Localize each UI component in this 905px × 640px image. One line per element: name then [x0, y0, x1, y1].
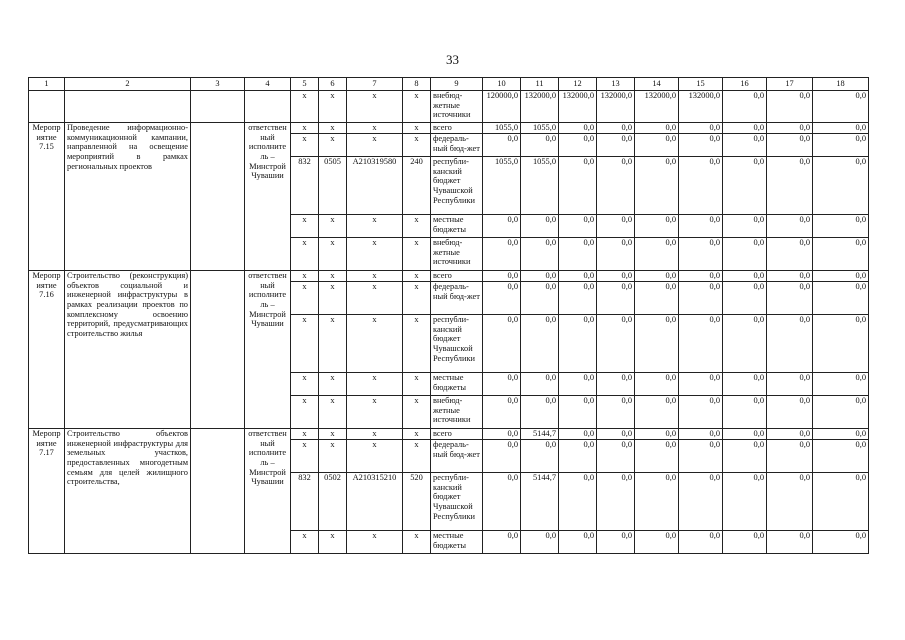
grbs-code: x [291, 373, 319, 396]
header-cell: 18 [813, 78, 869, 91]
amount-cell: 0,0 [813, 238, 869, 271]
header-cell: 6 [319, 78, 347, 91]
amount-cell: 0,0 [635, 157, 679, 215]
target-item-code: x [347, 91, 403, 123]
amount-cell: 0,0 [767, 215, 813, 238]
header-cell: 13 [597, 78, 635, 91]
section-code: x [319, 315, 347, 373]
amount-cell: 0,0 [635, 440, 679, 473]
amount-cell: 0,0 [767, 440, 813, 473]
funding-source: внебюд-жетные источники [431, 91, 483, 123]
grbs-code: x [291, 315, 319, 373]
amount-cell: 0,0 [723, 91, 767, 123]
target-item-code: x [347, 315, 403, 373]
amount-cell: 0,0 [723, 396, 767, 429]
amount-cell: 0,0 [597, 373, 635, 396]
amount-cell: 0,0 [521, 271, 559, 282]
amount-cell: 1055,0 [483, 157, 521, 215]
target-item-code: x [347, 440, 403, 473]
table-row [29, 429, 869, 440]
target-item-code: x [347, 396, 403, 429]
amount-cell: 0,0 [635, 396, 679, 429]
expense-type-code: x [403, 315, 431, 373]
grbs-code: x [291, 429, 319, 440]
amount-cell: 0,0 [559, 238, 597, 271]
measure-executor [245, 91, 291, 123]
measure-description: Строительство объектов инженерной инфраструктуры для земельных участков, предоставленных многодетным семьям для целей жилищного строительства, [65, 429, 191, 554]
header-cell: 12 [559, 78, 597, 91]
amount-cell: 0,0 [635, 531, 679, 554]
funding-source: местные бюджеты [431, 531, 483, 554]
target-item-code: x [347, 134, 403, 157]
funding-source: федераль-ный бюд-жет [431, 134, 483, 157]
budget-table [28, 77, 869, 554]
expense-type-code: x [403, 215, 431, 238]
amount-cell: 0,0 [723, 215, 767, 238]
amount-cell: 0,0 [521, 315, 559, 373]
measure-executor: ответственный исполнитель – Минстрой Чувашии [245, 271, 291, 429]
amount-cell: 0,0 [767, 429, 813, 440]
amount-cell: 0,0 [635, 315, 679, 373]
header-row [29, 78, 869, 91]
amount-cell: 0,0 [559, 157, 597, 215]
grbs-code: x [291, 238, 319, 271]
target-item-code: x [347, 123, 403, 134]
target-item-code: x [347, 531, 403, 554]
grbs-code: x [291, 134, 319, 157]
amount-cell: 0,0 [559, 282, 597, 315]
table-row [29, 271, 869, 282]
expense-type-code: x [403, 91, 431, 123]
amount-cell: 0,0 [767, 473, 813, 531]
amount-cell: 0,0 [813, 440, 869, 473]
funding-source: внебюд-жетные источники [431, 238, 483, 271]
grbs-code: x [291, 91, 319, 123]
amount-cell: 0,0 [597, 157, 635, 215]
amount-cell: 0,0 [559, 123, 597, 134]
amount-cell: 0,0 [597, 123, 635, 134]
amount-cell: 0,0 [813, 429, 869, 440]
expense-type-code: x [403, 271, 431, 282]
grbs-code: x [291, 271, 319, 282]
amount-cell: 0,0 [597, 440, 635, 473]
amount-cell: 0,0 [559, 396, 597, 429]
funding-source: всего [431, 429, 483, 440]
amount-cell: 0,0 [813, 91, 869, 123]
measure-name [29, 91, 65, 123]
grbs-code: x [291, 215, 319, 238]
amount-cell: 0,0 [767, 315, 813, 373]
expense-type-code: x [403, 282, 431, 315]
expense-type-code: x [403, 396, 431, 429]
amount-cell: 0,0 [679, 215, 723, 238]
amount-cell: 0,0 [559, 134, 597, 157]
funding-source: республи-канский бюджет Чувашской Республики [431, 473, 483, 531]
amount-cell: 0,0 [723, 238, 767, 271]
amount-cell: 0,0 [635, 282, 679, 315]
amount-cell: 0,0 [813, 396, 869, 429]
amount-cell: 0,0 [767, 91, 813, 123]
header-cell: 2 [65, 78, 191, 91]
grbs-code: x [291, 282, 319, 315]
amount-cell: 0,0 [723, 271, 767, 282]
header-cell: 17 [767, 78, 813, 91]
target-item-code: x [347, 373, 403, 396]
amount-cell: 0,0 [723, 429, 767, 440]
amount-cell: 0,0 [679, 531, 723, 554]
amount-cell: 0,0 [723, 531, 767, 554]
measure-executor: ответственный исполнитель – Минстрой Чувашии [245, 123, 291, 271]
amount-cell: 0,0 [597, 396, 635, 429]
header-cell: 10 [483, 78, 521, 91]
amount-cell: 0,0 [559, 473, 597, 531]
amount-cell: 0,0 [483, 134, 521, 157]
amount-cell: 0,0 [679, 157, 723, 215]
amount-cell: 0,0 [597, 282, 635, 315]
amount-cell: 132000,0 [635, 91, 679, 123]
amount-cell: 0,0 [813, 473, 869, 531]
amount-cell: 0,0 [483, 215, 521, 238]
target-item-code: A210315210 [347, 473, 403, 531]
section-code: x [319, 91, 347, 123]
amount-cell: 0,0 [679, 238, 723, 271]
header-cell: 15 [679, 78, 723, 91]
section-code: x [319, 440, 347, 473]
measure-col3 [191, 271, 245, 429]
header-cell: 5 [291, 78, 319, 91]
header-cell: 7 [347, 78, 403, 91]
amount-cell: 120000,0 [483, 91, 521, 123]
expense-type-code: 520 [403, 473, 431, 531]
amount-cell: 0,0 [483, 429, 521, 440]
amount-cell: 0,0 [635, 123, 679, 134]
section-code: x [319, 396, 347, 429]
amount-cell: 0,0 [813, 157, 869, 215]
section-code: x [319, 373, 347, 396]
amount-cell: 0,0 [559, 215, 597, 238]
header-cell: 3 [191, 78, 245, 91]
amount-cell: 0,0 [723, 157, 767, 215]
amount-cell: 0,0 [679, 440, 723, 473]
target-item-code: x [347, 271, 403, 282]
amount-cell: 0,0 [559, 440, 597, 473]
measure-col3 [191, 91, 245, 123]
funding-source: республи-канский бюджет Чувашской Республики [431, 157, 483, 215]
amount-cell: 5144,7 [521, 429, 559, 440]
amount-cell: 0,0 [559, 429, 597, 440]
amount-cell: 0,0 [679, 473, 723, 531]
amount-cell: 0,0 [483, 315, 521, 373]
amount-cell: 0,0 [767, 373, 813, 396]
amount-cell: 0,0 [767, 134, 813, 157]
amount-cell: 0,0 [521, 440, 559, 473]
amount-cell: 0,0 [723, 373, 767, 396]
amount-cell: 0,0 [483, 238, 521, 271]
amount-cell: 0,0 [483, 531, 521, 554]
amount-cell: 0,0 [679, 396, 723, 429]
amount-cell: 0,0 [723, 134, 767, 157]
amount-cell: 0,0 [679, 123, 723, 134]
expense-type-code: x [403, 531, 431, 554]
measure-name: Мероприятие 7.17 [29, 429, 65, 554]
header-cell: 9 [431, 78, 483, 91]
section-code: x [319, 429, 347, 440]
amount-cell: 0,0 [767, 282, 813, 315]
amount-cell: 0,0 [559, 373, 597, 396]
amount-cell: 0,0 [635, 215, 679, 238]
amount-cell: 0,0 [635, 473, 679, 531]
amount-cell: 0,0 [521, 396, 559, 429]
amount-cell: 0,0 [483, 271, 521, 282]
amount-cell: 0,0 [521, 238, 559, 271]
amount-cell: 0,0 [679, 271, 723, 282]
amount-cell: 0,0 [483, 440, 521, 473]
amount-cell: 132000,0 [597, 91, 635, 123]
measure-name: Мероприятие 7.16 [29, 271, 65, 429]
amount-cell: 0,0 [813, 271, 869, 282]
funding-source: всего [431, 271, 483, 282]
amount-cell: 0,0 [767, 123, 813, 134]
amount-cell: 0,0 [767, 396, 813, 429]
amount-cell: 5144,7 [521, 473, 559, 531]
expense-type-code: x [403, 440, 431, 473]
target-item-code: x [347, 238, 403, 271]
amount-cell: 0,0 [767, 238, 813, 271]
target-item-code: x [347, 282, 403, 315]
header-cell: 11 [521, 78, 559, 91]
expense-type-code: x [403, 134, 431, 157]
amount-cell: 0,0 [521, 215, 559, 238]
amount-cell: 0,0 [813, 531, 869, 554]
section-code: x [319, 215, 347, 238]
amount-cell: 0,0 [679, 315, 723, 373]
grbs-code: x [291, 123, 319, 134]
amount-cell: 1055,0 [521, 157, 559, 215]
section-code: x [319, 238, 347, 271]
amount-cell: 0,0 [521, 531, 559, 554]
amount-cell: 0,0 [597, 215, 635, 238]
funding-source: местные бюджеты [431, 373, 483, 396]
amount-cell: 0,0 [723, 315, 767, 373]
table-row [29, 91, 869, 123]
amount-cell: 0,0 [723, 440, 767, 473]
header-cell: 14 [635, 78, 679, 91]
amount-cell: 0,0 [597, 271, 635, 282]
grbs-code: x [291, 531, 319, 554]
funding-source: всего [431, 123, 483, 134]
amount-cell: 0,0 [679, 134, 723, 157]
amount-cell: 1055,0 [521, 123, 559, 134]
amount-cell: 0,0 [813, 315, 869, 373]
amount-cell: 0,0 [635, 429, 679, 440]
target-item-code: x [347, 429, 403, 440]
amount-cell: 0,0 [483, 473, 521, 531]
amount-cell: 0,0 [767, 531, 813, 554]
section-code: x [319, 271, 347, 282]
amount-cell: 0,0 [679, 429, 723, 440]
amount-cell: 0,0 [813, 282, 869, 315]
funding-source: федераль-ный бюд-жет [431, 282, 483, 315]
header-cell: 16 [723, 78, 767, 91]
amount-cell: 0,0 [635, 373, 679, 396]
funding-source: федераль-ный бюд-жет [431, 440, 483, 473]
amount-cell: 0,0 [723, 473, 767, 531]
amount-cell: 1055,0 [483, 123, 521, 134]
expense-type-code: x [403, 238, 431, 271]
amount-cell: 0,0 [723, 282, 767, 315]
amount-cell: 0,0 [483, 396, 521, 429]
expense-type-code: x [403, 123, 431, 134]
amount-cell: 0,0 [559, 315, 597, 373]
amount-cell: 0,0 [597, 238, 635, 271]
amount-cell: 0,0 [679, 373, 723, 396]
section-code: x [319, 123, 347, 134]
funding-source: местные бюджеты [431, 215, 483, 238]
funding-source: республи-канский бюджет Чувашской Республики [431, 315, 483, 373]
amount-cell: 0,0 [559, 271, 597, 282]
amount-cell: 0,0 [597, 315, 635, 373]
amount-cell: 132000,0 [559, 91, 597, 123]
section-code: x [319, 282, 347, 315]
header-cell: 1 [29, 78, 65, 91]
amount-cell: 0,0 [679, 282, 723, 315]
grbs-code: 832 [291, 473, 319, 531]
section-code: 0505 [319, 157, 347, 215]
target-item-code: x [347, 215, 403, 238]
amount-cell: 0,0 [635, 134, 679, 157]
measure-col3 [191, 429, 245, 554]
section-code: x [319, 531, 347, 554]
amount-cell: 0,0 [521, 282, 559, 315]
amount-cell: 0,0 [559, 531, 597, 554]
amount-cell: 0,0 [635, 238, 679, 271]
grbs-code: x [291, 396, 319, 429]
measure-description: Проведение информационно-коммуникационной кампании, направленной на освещение мероприятий в рамках региональных проектов [65, 123, 191, 271]
amount-cell: 0,0 [813, 215, 869, 238]
measure-name: Мероприятие 7.15 [29, 123, 65, 271]
amount-cell: 0,0 [597, 429, 635, 440]
amount-cell: 0,0 [597, 531, 635, 554]
amount-cell: 0,0 [483, 282, 521, 315]
section-code: 0502 [319, 473, 347, 531]
grbs-code: x [291, 440, 319, 473]
measure-col3 [191, 123, 245, 271]
amount-cell: 132000,0 [521, 91, 559, 123]
amount-cell: 0,0 [813, 373, 869, 396]
amount-cell: 132000,0 [679, 91, 723, 123]
target-item-code: A210319580 [347, 157, 403, 215]
measure-executor: ответственный исполнитель – Минстрой Чувашии [245, 429, 291, 554]
grbs-code: 832 [291, 157, 319, 215]
expense-type-code: x [403, 429, 431, 440]
funding-source: внебюд-жетные источники [431, 396, 483, 429]
header-cell: 4 [245, 78, 291, 91]
amount-cell: 0,0 [813, 123, 869, 134]
amount-cell: 0,0 [597, 134, 635, 157]
expense-type-code: x [403, 373, 431, 396]
table-row [29, 123, 869, 134]
amount-cell: 0,0 [767, 271, 813, 282]
header-cell: 8 [403, 78, 431, 91]
page-number: 33 [446, 52, 459, 67]
amount-cell: 0,0 [813, 134, 869, 157]
amount-cell: 0,0 [597, 473, 635, 531]
amount-cell: 0,0 [521, 134, 559, 157]
amount-cell: 0,0 [723, 123, 767, 134]
expense-type-code: 240 [403, 157, 431, 215]
measure-description [65, 91, 191, 123]
amount-cell: 0,0 [635, 271, 679, 282]
amount-cell: 0,0 [483, 373, 521, 396]
amount-cell: 0,0 [521, 373, 559, 396]
measure-description: Строительство (реконструкция) объектов социальной и инженерной инфраструктуры в рамках реализации проектов по комплексному освоению территорий, предусматривающих строительство жилья [65, 271, 191, 429]
section-code: x [319, 134, 347, 157]
amount-cell: 0,0 [767, 157, 813, 215]
